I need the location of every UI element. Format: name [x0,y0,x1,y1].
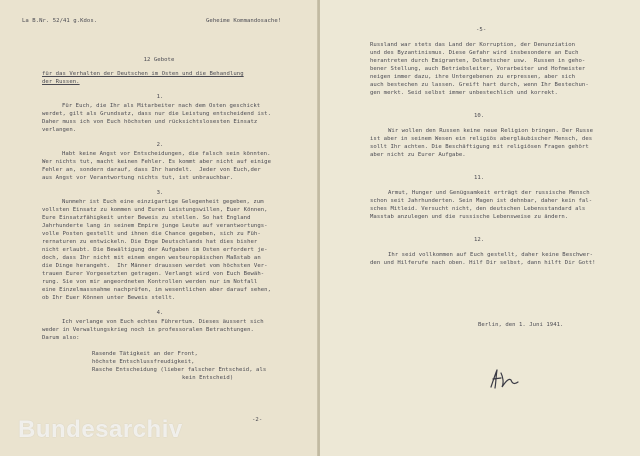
text-line: doch, dass Ihr nicht mit einem engen westeuropäischen Maßstab an [42,255,261,261]
text-line: aber nicht zu Eurer Aufgabe. [370,152,466,158]
text-line: Fehler an, sondern darauf, dass Ihr handelt. Jeder von Euch,der [42,167,261,173]
text-line: Daher muss ich von Euch höchsten und rücksichtslosesten Einsatz [42,119,258,125]
text-line: bener Stellung, auch Betriebsleiter, Vorarbeiter und Hofmeister [370,66,586,72]
text-line: ist aber in seinem Wesen ein religiös abergläubischer Mensch, des [370,136,593,142]
document-reference: La B.Nr. 52/41 g.Kdos. [22,18,98,24]
document-subtitle-line-1: für das Verhalten der Deutschen im Osten und die Behandlung [42,71,244,77]
date-line: Berlin, den 1. Juni 1941. [478,322,564,328]
document-subtitle-line-2: der Russen. [42,79,80,85]
text-line: sollt Ihr achten. Die Beschäftigung mit religiösen Fragen gehört [370,144,589,150]
text-line: Ihr seid vollkommen auf Euch gestellt, daher keine Beschwer- [388,252,594,258]
section-number: 11. [474,175,485,181]
text-line: Jahrhunderte lang in seinem Empire junge Leute auf verantwortungs- [42,223,268,229]
text-line: rung. Sie von mir angeordneten Kontrollen werden nur im Notfall [42,279,258,285]
text-line: kein Entscheid) [182,375,234,381]
text-line: und des Byzantinismus. Diese Gefahr wird insbesondere an Euch [370,50,579,56]
text-line: Rasche Entscheidung (lieber falscher Entscheid, als [92,367,267,373]
text-line: Masstab anzulegen und die russische Lebensweise zu ändern. [370,214,569,220]
text-line: Habt keine Angst vor Entscheidungen, die falsch sein könnten. [62,151,271,157]
text-line: höchste Entschlussfreudigkeit, [92,359,195,365]
section-number: 4. [156,310,164,316]
text-line: rernaturen zu entwickeln. Die Enge Deutschlands hat dies bisher [42,239,258,245]
text-line: die Dinge herangeht. Ihr Männer draussen werdet vom höchsten Ver- [42,263,268,269]
text-line: herantreten durch Emigranten, Dolmetscher usw. Russen in geho- [370,58,586,64]
text-line: Armut, Hunger und Genügsamkeit erträgt der russische Mensch [388,190,590,196]
section-number: 2. [156,142,164,148]
text-line: Wer nichts tut, macht keinen Fehler. Es kommt aber nicht auf einige [42,159,271,165]
text-line: Eure Einsatzfähigkeit unter Beweis zu stellen. So hat England [42,215,251,221]
left-page [0,0,318,456]
section-number: 1. [156,94,164,100]
text-line: ob Ihr Euer Können unter Beweis stellt. [42,295,176,301]
text-line: auch bestechen zu lassen. Greift hart durch, wenn Ihr Bestechun- [370,82,589,88]
text-line: Darum also: [42,335,80,341]
text-line: neigen immer dazu, ihre Untergebenen zu erpressen, aber sich [370,74,576,80]
text-line: vollsten Einsatz zu kommen und Euren Leistungswillen, Euer Können, [42,207,268,213]
document-heading: 12 Gebote [143,57,175,63]
text-line: Russland war stets das Land der Korruption, der Denunziation [370,42,576,48]
text-line: gen merkt. Seid selbst immer unbestechlich und korrekt. [370,90,558,96]
archive-watermark: Bundesarchiv [18,416,183,443]
page-number: -5- [476,27,487,33]
page-number: -2- [252,417,263,423]
text-line: Für Euch, die Ihr als Mitarbeiter nach dem Osten geschickt [62,103,261,109]
text-line: den und Hilferufe nach oben. Hilf Dir selbst, dann hilft Dir Gott! [370,260,596,266]
text-line: Ich verlange von Euch echtes Führertum. Dieses äussert sich [62,319,264,325]
text-line: Wir wollen den Russen keine neue Religion bringen. Der Russe [388,128,594,134]
text-line: sches Mitleid. Versucht nicht, den deutschen Lebensstandard als [370,206,586,212]
text-line: weder in Verwaltungskrieg noch in professoralen Betrachtungen. [42,327,254,333]
section-number: 3. [156,190,164,196]
text-line: volle Posten gestellt und ihnen die Chance gegeben, sich zu Füh- [42,231,261,237]
section-number: 12. [474,237,485,243]
text-line: nicht erlaubt. Die Bewältigung der Aufgaben im Osten erfordert je- [42,247,268,253]
text-line: verlangen. [42,127,77,133]
text-line: trauen Eurer Vorgesetzten getragen. Verlangt wird von Euch Bewäh- [42,271,265,277]
text-line: schon seit Jahrhunderten. Sein Magen ist dehnbar, daher kein fal- [370,198,593,204]
text-line: werdet, gilt als Grundsatz, dass nur die Leistung entscheidend ist. [42,111,271,117]
text-line: eine Einzelmassnahme nachprüfen, im wesentlichen aber darauf sehen, [42,287,271,293]
text-line: Rasende Tätigkeit an der Front, [92,351,198,357]
text-line: aus Angst vor Verantwortung nichts tut, ist unbrauchbar. [42,175,234,181]
section-number: 10. [474,113,485,119]
classification-label: Geheime Kommandosache! [206,18,282,24]
handwritten-signature [487,367,521,391]
text-line: Nunmehr ist Euch eine einzigartige Gelegenheit gegeben, zum [62,199,264,205]
